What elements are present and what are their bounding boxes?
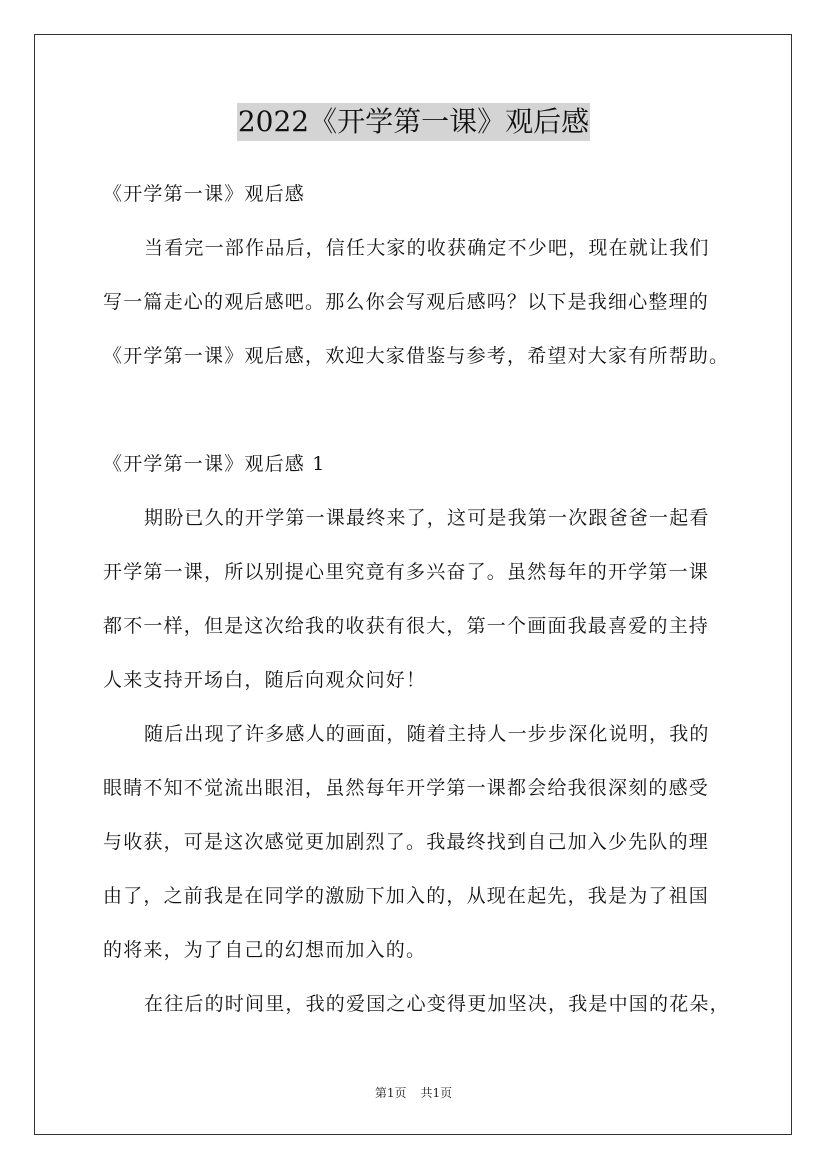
section-heading-intro: 《开学第一课》观后感	[103, 183, 306, 205]
section-heading-1: 《开学第一课》观后感 1	[103, 453, 326, 475]
paragraph-line: 随后出现了许多感人的画面，随着主持人一步步深化说明，我的	[144, 723, 710, 745]
page-number-total: 共1页	[420, 1086, 453, 1100]
intro-line: 《开学第一课》观后感，欢迎大家借鉴与参考，希望对大家有所帮助。	[103, 345, 730, 367]
paragraph-line: 眼睛不知不觉流出眼泪，虽然每年开学第一课都会给我很深刻的感受	[103, 777, 710, 799]
paragraph-line: 的将来，为了自己的幻想而加入的。	[103, 939, 427, 961]
page-number-current: 第1页	[374, 1086, 407, 1100]
intro-line: 当看完一部作品后，信任大家的收获确定不少吧，现在就让我们	[144, 237, 710, 259]
paragraph-line: 由了，之前我是在同学的激励下加入的，从现在起先，我是为了祖国	[103, 885, 710, 907]
paragraph-line: 期盼已久的开学第一课最终来了，这可是我第一次跟爸爸一起看	[144, 507, 710, 529]
document-title-wrap	[0, 103, 827, 141]
paragraph-line: 在往后的时间里，我的爱国之心变得更加坚决，我是中国的花朵，	[144, 993, 730, 1015]
document-title: 2022《开学第一课》观后感	[237, 103, 590, 141]
paragraph-line: 与收获，可是这次感觉更加剧烈了。我最终找到自己加入少先队的理	[103, 831, 710, 853]
paragraph-line: 开学第一课，所以别提心里究竟有多兴奋了。虽然每年的开学第一课	[103, 561, 710, 583]
paragraph-line: 都不一样，但是这次给我的收获有很大，第一个画面我最喜爱的主持	[103, 615, 710, 637]
paragraph-line: 人来支持开场白，随后向观众问好！	[103, 669, 427, 691]
intro-line: 写一篇走心的观后感吧。那么你会写观后感吗？以下是我细心整理的	[103, 291, 710, 313]
page-footer	[0, 1084, 827, 1101]
